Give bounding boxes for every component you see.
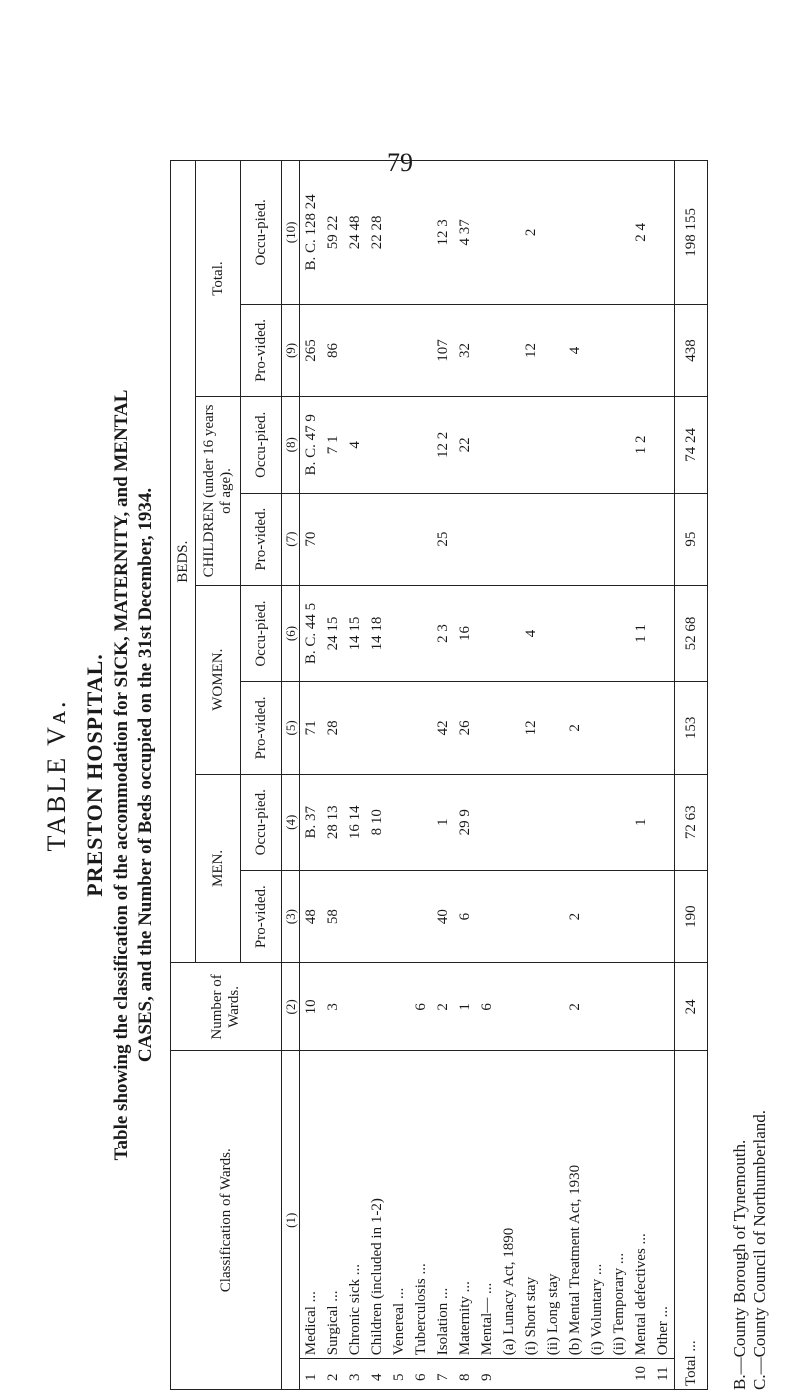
header-total-provided: Pro-vided. bbox=[241, 304, 282, 396]
header-number-of-wards: Number of Wards. bbox=[171, 963, 282, 1051]
row-women-occupied bbox=[388, 585, 410, 681]
row-children-occupied: 22 bbox=[454, 397, 476, 493]
row-men-provided bbox=[630, 870, 652, 962]
table-row bbox=[542, 161, 564, 1390]
row-total-provided: 86 bbox=[322, 304, 344, 396]
row-children-occupied bbox=[498, 397, 520, 493]
total-children-provided: 95 bbox=[675, 493, 708, 585]
row-total-provided bbox=[388, 304, 410, 396]
row-children-provided bbox=[564, 493, 586, 585]
row-women-provided bbox=[542, 682, 564, 774]
row-wards bbox=[520, 963, 542, 1051]
row-total-provided: 4 bbox=[564, 304, 586, 396]
row-women-provided bbox=[630, 682, 652, 774]
row-children-provided bbox=[366, 493, 388, 585]
total-total-provided: 438 bbox=[675, 304, 708, 396]
abbreviation-b: B.—County Borough of Tynemouth. bbox=[730, 1139, 749, 1390]
row-number: 7 bbox=[432, 1359, 454, 1390]
row-women-provided: 12 bbox=[520, 682, 542, 774]
row-children-occupied bbox=[564, 397, 586, 493]
colnum-5: (5) bbox=[282, 682, 300, 774]
row-children-occupied bbox=[410, 397, 432, 493]
row-wards bbox=[498, 963, 520, 1051]
row-women-occupied: B. C. 44 5 bbox=[300, 585, 323, 681]
row-men-occupied bbox=[388, 774, 410, 870]
row-total-provided bbox=[586, 304, 608, 396]
header-children-provided: Pro-vided. bbox=[241, 493, 282, 585]
row-children-occupied bbox=[476, 397, 498, 493]
row-wards: 2 bbox=[564, 963, 586, 1051]
row-children-provided: 70 bbox=[300, 493, 323, 585]
row-men-provided bbox=[652, 870, 675, 962]
row-men-provided: 40 bbox=[432, 870, 454, 962]
header-total-occupied: Occu-pied. bbox=[241, 161, 282, 305]
row-classification: (a) Lunacy Act, 1890 bbox=[498, 1051, 520, 1359]
row-number bbox=[498, 1359, 520, 1390]
row-women-occupied: 16 bbox=[454, 585, 476, 681]
row-classification: (ii) Temporary ... bbox=[608, 1051, 630, 1359]
row-total-occupied: B. C. 128 24 bbox=[300, 161, 323, 305]
row-women-provided bbox=[498, 682, 520, 774]
row-women-occupied bbox=[652, 585, 675, 681]
colnum-7: (7) bbox=[282, 493, 300, 585]
row-total-provided bbox=[608, 304, 630, 396]
row-total-provided: 107 bbox=[432, 304, 454, 396]
row-children-occupied: 7 1 bbox=[322, 397, 344, 493]
row-number bbox=[564, 1359, 586, 1390]
row-men-occupied: 28 13 bbox=[322, 774, 344, 870]
row-men-occupied: 1 bbox=[630, 774, 652, 870]
table-row bbox=[410, 161, 432, 1390]
row-classification: Maternity ... bbox=[454, 1051, 476, 1359]
total-men-provided: 190 bbox=[675, 870, 708, 962]
header-classification: Classification of Wards. bbox=[171, 1051, 282, 1390]
row-total-occupied bbox=[586, 161, 608, 305]
row-men-provided bbox=[388, 870, 410, 962]
row-classification: (b) Mental Treatment Act, 1930 bbox=[564, 1051, 586, 1359]
header-beds: BEDS. bbox=[171, 161, 196, 963]
row-classification: Mental— ... bbox=[476, 1051, 498, 1359]
row-women-occupied bbox=[608, 585, 630, 681]
header-women: WOMEN. bbox=[196, 585, 241, 774]
row-men-occupied bbox=[652, 774, 675, 870]
header-women-occupied: Occu-pied. bbox=[241, 585, 282, 681]
row-classification: (i) Voluntary ... bbox=[586, 1051, 608, 1359]
row-men-occupied bbox=[498, 774, 520, 870]
row-women-provided bbox=[476, 682, 498, 774]
row-classification: Isolation ... bbox=[432, 1051, 454, 1359]
row-women-occupied bbox=[564, 585, 586, 681]
header-men: MEN. bbox=[196, 774, 241, 963]
row-wards bbox=[542, 963, 564, 1051]
row-children-occupied: 12 2 bbox=[432, 397, 454, 493]
row-total-occupied bbox=[542, 161, 564, 305]
row-children-provided bbox=[410, 493, 432, 585]
row-children-provided bbox=[454, 493, 476, 585]
abbreviation-note bbox=[730, 1110, 770, 1390]
total-children-occupied: 74 24 bbox=[675, 397, 708, 493]
row-men-provided bbox=[410, 870, 432, 962]
row-total-occupied: 2 bbox=[520, 161, 542, 305]
row-number: 2 bbox=[322, 1359, 344, 1390]
header-men-provided: Pro-vided. bbox=[241, 870, 282, 962]
row-classification: Venereal ... bbox=[388, 1051, 410, 1359]
colnum-9: (9) bbox=[282, 304, 300, 396]
table-id: TABLE Vᴀ. bbox=[42, 698, 71, 852]
row-wards bbox=[388, 963, 410, 1051]
row-women-occupied bbox=[498, 585, 520, 681]
row-wards bbox=[630, 963, 652, 1051]
table-row bbox=[344, 161, 366, 1390]
row-women-provided: 26 bbox=[454, 682, 476, 774]
row-total-occupied bbox=[388, 161, 410, 305]
row-men-occupied bbox=[520, 774, 542, 870]
row-total-provided: 12 bbox=[520, 304, 542, 396]
row-children-provided bbox=[498, 493, 520, 585]
row-total-occupied bbox=[410, 161, 432, 305]
beds-table bbox=[170, 160, 708, 1390]
row-men-provided: 6 bbox=[454, 870, 476, 962]
total-men-occupied: 72 63 bbox=[675, 774, 708, 870]
row-children-occupied: 1 2 bbox=[630, 397, 652, 493]
row-children-provided bbox=[586, 493, 608, 585]
row-children-provided bbox=[652, 493, 675, 585]
row-wards bbox=[344, 963, 366, 1051]
table-row bbox=[432, 161, 454, 1390]
row-classification: (ii) Long stay bbox=[542, 1051, 564, 1359]
colnum-10: (10) bbox=[282, 161, 300, 305]
row-classification: Children (included in 1-2) bbox=[366, 1051, 388, 1359]
table-row bbox=[366, 161, 388, 1390]
row-men-occupied bbox=[476, 774, 498, 870]
row-classification: Chronic sick ... bbox=[344, 1051, 366, 1359]
row-total-occupied bbox=[476, 161, 498, 305]
row-total-provided bbox=[498, 304, 520, 396]
row-classification: Medical ... bbox=[300, 1051, 323, 1359]
row-classification: Other ... bbox=[652, 1051, 675, 1359]
caption-line-1: Table showing the classification of the accommodation for SICK, MATERNITY, and MENTAL bbox=[111, 389, 132, 1161]
row-men-provided bbox=[608, 870, 630, 962]
row-wards: 3 bbox=[322, 963, 344, 1051]
row-children-occupied bbox=[652, 397, 675, 493]
row-women-occupied: 24 15 bbox=[322, 585, 344, 681]
row-total-provided bbox=[366, 304, 388, 396]
row-number bbox=[520, 1359, 542, 1390]
row-men-provided bbox=[542, 870, 564, 962]
row-total-provided: 32 bbox=[454, 304, 476, 396]
row-men-provided bbox=[344, 870, 366, 962]
row-men-occupied: 8 10 bbox=[366, 774, 388, 870]
row-women-occupied: 1 1 bbox=[630, 585, 652, 681]
row-wards bbox=[366, 963, 388, 1051]
row-women-occupied bbox=[476, 585, 498, 681]
row-women-provided bbox=[586, 682, 608, 774]
row-children-provided bbox=[476, 493, 498, 585]
row-women-provided: 71 bbox=[300, 682, 323, 774]
row-total-occupied bbox=[564, 161, 586, 305]
row-men-provided: 2 bbox=[564, 870, 586, 962]
colnum-2: (2) bbox=[282, 963, 300, 1051]
table-row bbox=[564, 161, 586, 1390]
row-women-provided bbox=[608, 682, 630, 774]
row-men-occupied bbox=[586, 774, 608, 870]
table-body bbox=[300, 161, 708, 1390]
row-men-provided: 58 bbox=[322, 870, 344, 962]
row-men-occupied bbox=[542, 774, 564, 870]
row-women-occupied: 14 18 bbox=[366, 585, 388, 681]
row-men-occupied bbox=[410, 774, 432, 870]
row-wards bbox=[586, 963, 608, 1051]
colnum-6: (6) bbox=[282, 585, 300, 681]
row-women-provided bbox=[410, 682, 432, 774]
table-row bbox=[300, 161, 323, 1390]
row-women-occupied: 4 bbox=[520, 585, 542, 681]
row-total-provided bbox=[476, 304, 498, 396]
row-wards bbox=[652, 963, 675, 1051]
row-number: 8 bbox=[454, 1359, 476, 1390]
row-total-provided bbox=[630, 304, 652, 396]
row-women-occupied bbox=[542, 585, 564, 681]
row-total-occupied bbox=[608, 161, 630, 305]
row-children-occupied: B. C. 47 9 bbox=[300, 397, 323, 493]
row-women-provided: 28 bbox=[322, 682, 344, 774]
row-total-provided bbox=[344, 304, 366, 396]
total-women-occupied: 52 68 bbox=[675, 585, 708, 681]
row-women-provided: 2 bbox=[564, 682, 586, 774]
row-total-occupied bbox=[498, 161, 520, 305]
row-children-occupied bbox=[586, 397, 608, 493]
total-total-occupied: 198 155 bbox=[675, 161, 708, 305]
row-wards bbox=[608, 963, 630, 1051]
row-children-provided bbox=[344, 493, 366, 585]
row-total-occupied: 2 4 bbox=[630, 161, 652, 305]
row-wards: 6 bbox=[410, 963, 432, 1051]
row-children-provided bbox=[322, 493, 344, 585]
row-number: 3 bbox=[344, 1359, 366, 1390]
page-number: 79 bbox=[387, 148, 413, 177]
row-women-occupied bbox=[410, 585, 432, 681]
row-number bbox=[586, 1359, 608, 1390]
row-number bbox=[608, 1359, 630, 1390]
row-men-occupied: B. 37 bbox=[300, 774, 323, 870]
row-women-provided: 42 bbox=[432, 682, 454, 774]
colnum-4: (4) bbox=[282, 774, 300, 870]
row-number: 9 bbox=[476, 1359, 498, 1390]
row-wards: 2 bbox=[432, 963, 454, 1051]
colnum-8: (8) bbox=[282, 397, 300, 493]
row-children-provided bbox=[542, 493, 564, 585]
row-men-provided: 48 bbox=[300, 870, 323, 962]
table-row bbox=[476, 161, 498, 1390]
caption-line-2: CASES, and the Number of Beds occupied on the 31st December, 1934. bbox=[135, 487, 156, 1063]
hospital-name: PRESTON HOSPITAL. bbox=[82, 653, 107, 897]
row-number: 10 bbox=[630, 1359, 652, 1390]
row-children-occupied bbox=[388, 397, 410, 493]
row-women-provided bbox=[388, 682, 410, 774]
row-total-occupied: 12 3 bbox=[432, 161, 454, 305]
total-row bbox=[675, 161, 708, 1390]
table-heading bbox=[40, 160, 158, 1390]
total-label: Total ... bbox=[675, 1051, 708, 1390]
row-total-provided bbox=[652, 304, 675, 396]
colnum-3: (3) bbox=[282, 870, 300, 962]
row-total-provided: 265 bbox=[300, 304, 323, 396]
row-women-occupied bbox=[586, 585, 608, 681]
row-children-occupied bbox=[608, 397, 630, 493]
total-women-provided: 153 bbox=[675, 682, 708, 774]
row-wards: 6 bbox=[476, 963, 498, 1051]
row-men-occupied bbox=[608, 774, 630, 870]
row-classification: Tuberculosis ... bbox=[410, 1051, 432, 1359]
row-women-occupied: 2 3 bbox=[432, 585, 454, 681]
table-row bbox=[454, 161, 476, 1390]
row-women-provided bbox=[366, 682, 388, 774]
row-women-occupied: 14 15 bbox=[344, 585, 366, 681]
table-row bbox=[630, 161, 652, 1390]
row-total-provided bbox=[410, 304, 432, 396]
row-children-provided bbox=[630, 493, 652, 585]
row-number: 6 bbox=[410, 1359, 432, 1390]
total-wards: 24 bbox=[675, 963, 708, 1051]
row-number: 11 bbox=[652, 1359, 675, 1390]
table-row bbox=[388, 161, 410, 1390]
header-children-occupied: Occu-pied. bbox=[241, 397, 282, 493]
row-men-provided bbox=[586, 870, 608, 962]
row-total-provided bbox=[542, 304, 564, 396]
rotated-table-sheet bbox=[40, 160, 780, 1390]
row-children-occupied: 4 bbox=[344, 397, 366, 493]
row-men-provided bbox=[366, 870, 388, 962]
header-women-provided: Pro-vided. bbox=[241, 682, 282, 774]
header-total: Total. bbox=[196, 161, 241, 397]
row-total-occupied: 22 28 bbox=[366, 161, 388, 305]
row-children-occupied bbox=[542, 397, 564, 493]
row-classification: Mental defectives ... bbox=[630, 1051, 652, 1359]
row-women-provided bbox=[344, 682, 366, 774]
row-children-provided bbox=[388, 493, 410, 585]
row-children-provided: 25 bbox=[432, 493, 454, 585]
row-classification: (i) Short stay bbox=[520, 1051, 542, 1359]
row-men-provided bbox=[520, 870, 542, 962]
table-row bbox=[652, 161, 675, 1390]
table-row bbox=[608, 161, 630, 1390]
row-number bbox=[542, 1359, 564, 1390]
table-row bbox=[498, 161, 520, 1390]
row-men-occupied: 29 9 bbox=[454, 774, 476, 870]
row-wards: 10 bbox=[300, 963, 323, 1051]
row-wards: 1 bbox=[454, 963, 476, 1051]
row-total-occupied: 59 22 bbox=[322, 161, 344, 305]
row-men-occupied bbox=[564, 774, 586, 870]
table-row bbox=[586, 161, 608, 1390]
row-classification: Surgical ... bbox=[322, 1051, 344, 1359]
row-children-occupied bbox=[366, 397, 388, 493]
row-women-provided bbox=[652, 682, 675, 774]
row-men-provided bbox=[498, 870, 520, 962]
row-men-occupied: 1 bbox=[432, 774, 454, 870]
row-total-occupied: 4 37 bbox=[454, 161, 476, 305]
row-men-provided bbox=[476, 870, 498, 962]
table-row bbox=[520, 161, 542, 1390]
table-row bbox=[322, 161, 344, 1390]
row-children-provided bbox=[608, 493, 630, 585]
row-number: 5 bbox=[388, 1359, 410, 1390]
header-men-occupied: Occu-pied. bbox=[241, 774, 282, 870]
row-total-occupied bbox=[652, 161, 675, 305]
row-number: 1 bbox=[300, 1359, 323, 1390]
row-number: 4 bbox=[366, 1359, 388, 1390]
row-children-occupied bbox=[520, 397, 542, 493]
row-children-provided bbox=[520, 493, 542, 585]
row-total-occupied: 24 48 bbox=[344, 161, 366, 305]
abbreviation-c: C.—County Council of Northumberland. bbox=[750, 1109, 769, 1390]
colnum-1: (1) bbox=[282, 1051, 300, 1390]
header-children: CHILDREN (under 16 years of age). bbox=[196, 397, 241, 586]
row-men-occupied: 16 14 bbox=[344, 774, 366, 870]
